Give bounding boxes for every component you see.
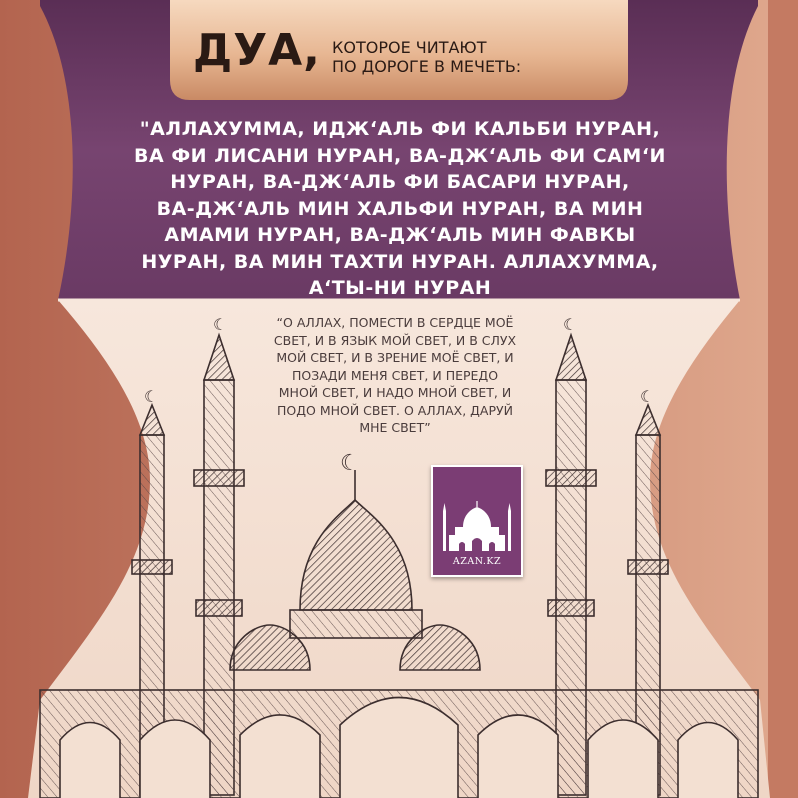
dua-line: ВА-ДЖʻАЛЬ МИН ХАЛЬФИ НУРАН, ВА МИН [156, 197, 644, 220]
translation-line: ПОДО МНОЙ СВЕТ. О АЛЛАХ, ДАРУЙ [277, 402, 513, 418]
crescent-icon-left: ☾ [213, 315, 228, 334]
crescent-icon-right: ☾ [563, 315, 578, 334]
header-subtitle [332, 38, 521, 76]
dua-line: "АЛЛАХУММА, ИДЖʻАЛЬ ФИ КАЛЬБИ НУРАН, [139, 118, 661, 140]
translation-line: МНЕ СВЕТ” [359, 420, 431, 435]
dua-line: НУРАН, ВА МИН ТАХТИ НУРАН. АЛЛАХУММА, [141, 250, 659, 273]
translation-line: “О АЛЛАХ, ПОМЕСТИ В СЕРДЦЕ МОЁ [276, 315, 514, 330]
dua-translation [222, 314, 568, 437]
header-subtitle-line-2: ПО ДОРОГЕ В МЕЧЕТЬ: [332, 57, 522, 76]
svg-text:☾: ☾ [340, 451, 360, 476]
dua-line: АʻТЫ-НИ НУРАН [308, 277, 492, 299]
side-band-right [768, 0, 798, 798]
dua-transliteration [108, 116, 692, 302]
header-subtitle-line-1: КОТОРОЕ ЧИТАЮТ [332, 38, 487, 57]
dua-line: ВА ФИ ЛИСАНИ НУРАН, ВА-ДЖʻАЛЬ ФИ САМʻИ [134, 144, 666, 167]
dua-line: НУРАН, ВА-ДЖʻАЛЬ ФИ БАСАРИ НУРАН, [170, 171, 630, 193]
azan-logo [431, 465, 523, 577]
translation-line: МНОЙ СВЕТ, И НАДО МНОЙ СВЕТ, И [278, 385, 512, 400]
svg-text:☾: ☾ [144, 387, 159, 406]
dua-line: АМАМИ НУРАН, ВА-ДЖʻАЛЬ МИН ФАВКЫ [164, 224, 636, 246]
translation-line: СВЕТ, И В ЯЗЫК МОЙ СВЕТ, И В СЛУХ [273, 332, 517, 348]
translation-line: ПОЗАДИ МЕНЯ СВЕТ, И ПЕРЕДО [291, 367, 499, 383]
translation-line: МОЙ СВЕТ, И В ЗРЕНИЕ МОЁ СВЕТ, И [276, 350, 514, 365]
svg-text:☾: ☾ [640, 387, 655, 406]
logo-label: AZAN.KZ [452, 556, 502, 567]
header-title: ДУА, [193, 25, 321, 76]
